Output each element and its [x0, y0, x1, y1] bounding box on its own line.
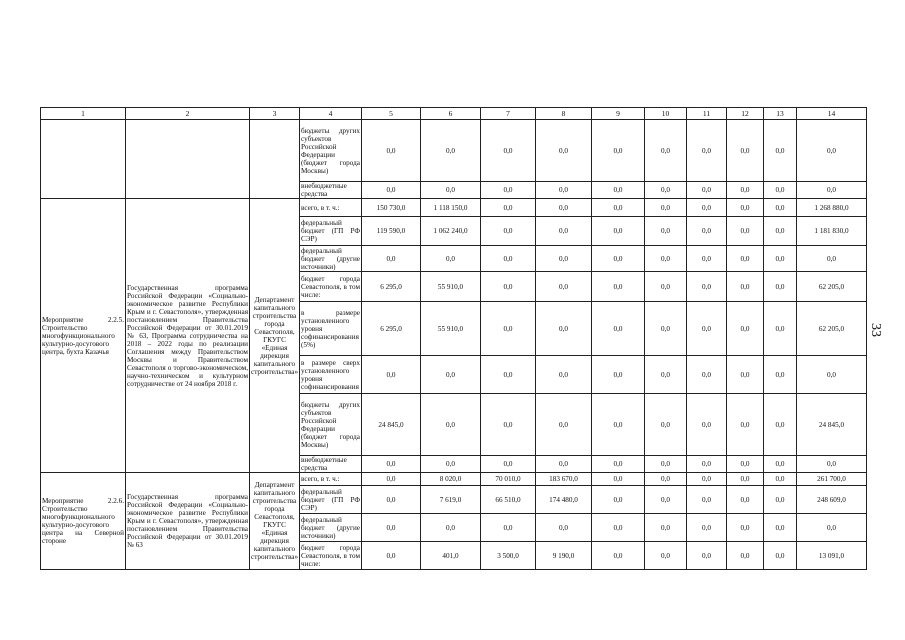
amount-cell: 0,0 [727, 394, 764, 456]
amount-cell: 0,0 [687, 473, 727, 486]
amount-cell: 0,0 [481, 217, 536, 246]
column-header-9: 9 [592, 108, 645, 120]
amount-cell: 0,0 [764, 246, 797, 272]
amount-cell: 0,0 [421, 514, 481, 542]
amount-cell: 55 910,0 [421, 272, 481, 302]
amount-cell: 0,0 [536, 394, 592, 456]
amount-cell: 0,0 [727, 473, 764, 486]
empty-cell [41, 120, 126, 199]
amount-cell: 1 062 240,0 [421, 217, 481, 246]
amount-cell: 0,0 [764, 217, 797, 246]
amount-cell: 401,0 [421, 542, 481, 570]
amount-cell: 0,0 [687, 217, 727, 246]
column-header-14: 14 [797, 108, 867, 120]
amount-cell: 0,0 [592, 182, 645, 199]
amount-cell: 0,0 [362, 456, 421, 473]
amount-cell: 13 091,0 [797, 542, 867, 570]
column-header-6: 6 [421, 108, 481, 120]
amount-cell: 0,0 [362, 486, 421, 514]
amount-cell: 1 181 830,0 [797, 217, 867, 246]
amount-cell: 8 020,0 [421, 473, 481, 486]
table-row [41, 120, 867, 182]
amount-cell: 0,0 [764, 182, 797, 199]
amount-cell: 0,0 [645, 246, 687, 272]
amount-cell: 0,0 [362, 542, 421, 570]
amount-cell: 0,0 [536, 217, 592, 246]
amount-cell: 0,0 [645, 514, 687, 542]
amount-cell: 0,0 [727, 120, 764, 182]
amount-cell: 0,0 [764, 486, 797, 514]
amount-cell: 0,0 [481, 456, 536, 473]
amount-cell: 0,0 [645, 182, 687, 199]
amount-cell: 0,0 [687, 272, 727, 302]
amount-cell: 0,0 [536, 356, 592, 394]
column-header-10: 10 [645, 108, 687, 120]
amount-cell: 0,0 [727, 356, 764, 394]
amount-cell: 0,0 [764, 272, 797, 302]
column-header-12: 12 [727, 108, 764, 120]
amount-cell: 6 295,0 [362, 272, 421, 302]
amount-cell: 0,0 [727, 199, 764, 217]
amount-cell: 0,0 [727, 182, 764, 199]
amount-cell: 0,0 [687, 120, 727, 182]
amount-cell: 0,0 [536, 120, 592, 182]
amount-cell: 0,0 [362, 246, 421, 272]
amount-cell: 1 118 150,0 [421, 199, 481, 217]
amount-cell: 0,0 [481, 394, 536, 456]
amount-cell: 0,0 [797, 456, 867, 473]
amount-cell: 0,0 [592, 246, 645, 272]
amount-cell: 183 670,0 [536, 473, 592, 486]
amount-cell: 0,0 [421, 456, 481, 473]
amount-cell: 0,0 [362, 356, 421, 394]
amount-cell: 0,0 [362, 120, 421, 182]
amount-cell: 119 590,0 [362, 217, 421, 246]
amount-cell: 0,0 [687, 542, 727, 570]
column-header-8: 8 [536, 108, 592, 120]
amount-cell: 7 619,0 [421, 486, 481, 514]
column-header-7: 7 [481, 108, 536, 120]
amount-cell: 66 510,0 [481, 486, 536, 514]
amount-cell: 0,0 [687, 246, 727, 272]
amount-cell: 0,0 [592, 456, 645, 473]
funding-source-label: бюджеты других субъектов Российской Федерации (бюджет города Москвы) [300, 394, 362, 456]
funding-source-label: всего, в т. ч.: [300, 199, 362, 217]
funding-source-label: федеральный бюджет (другие источники) [301, 246, 360, 271]
amount-cell: 0,0 [727, 217, 764, 246]
amount-cell: 0,0 [687, 514, 727, 542]
legal-basis: Государственная программа Российской Федерации «Социально-экономическое развитие Республики Крым и г. Севастополя», утвержденная постановлением Правительства Российской Федерации от 30.01.2019 № 63 [126, 473, 250, 570]
funding-source-label: внебюджетные средства [300, 456, 362, 473]
amount-cell: 0,0 [592, 272, 645, 302]
amount-cell: 0,0 [764, 394, 797, 456]
amount-cell: 0,0 [645, 217, 687, 246]
amount-cell: 62 205,0 [797, 302, 867, 356]
amount-cell: 0,0 [592, 473, 645, 486]
amount-cell: 0,0 [536, 302, 592, 356]
amount-cell: 55 910,0 [421, 302, 481, 356]
amount-cell: 0,0 [592, 120, 645, 182]
column-header-1: 1 [41, 108, 126, 120]
amount-cell: 0,0 [687, 356, 727, 394]
amount-cell: 0,0 [727, 246, 764, 272]
amount-cell: 0,0 [481, 182, 536, 199]
executor: Департамент капитального строительства города Севастополя, ГКУГС «Единая дирекция капитального строительства» [250, 473, 300, 570]
amount-cell: 0,0 [727, 514, 764, 542]
amount-cell: 0,0 [592, 542, 645, 570]
amount-cell: 0,0 [592, 199, 645, 217]
amount-cell: 0,0 [592, 486, 645, 514]
funding-source-label: внебюджетные средства [300, 182, 362, 199]
amount-cell: 248 609,0 [797, 486, 867, 514]
funding-source-label: бюджет города Севастополя, в том числе: [300, 272, 362, 302]
amount-cell: 0,0 [687, 302, 727, 356]
amount-cell: 0,0 [481, 356, 536, 394]
amount-cell: 0,0 [536, 514, 592, 542]
amount-cell: 0,0 [592, 514, 645, 542]
amount-cell: 9 190,0 [536, 542, 592, 570]
amount-cell: 0,0 [764, 199, 797, 217]
funding-source-label: бюджет города Севастополя, в том числе: [301, 543, 360, 568]
measure-name: Мероприятие 2.2.5. Строительство многофункционального культурно-досугового центра, бухта Казачья [41, 199, 126, 473]
amount-cell: 0,0 [797, 246, 867, 272]
amount-cell: 0,0 [687, 394, 727, 456]
table-body [41, 120, 867, 570]
column-header-3: 3 [250, 108, 300, 120]
header-row [41, 108, 867, 120]
amount-cell: 0,0 [421, 246, 481, 272]
amount-cell: 0,0 [645, 542, 687, 570]
amount-cell: 0,0 [797, 514, 867, 542]
page-number: 33 [868, 323, 883, 337]
funding-source-label: бюджеты других субъектов Российской Федерации (бюджет города Москвы) [300, 120, 362, 182]
amount-cell: 0,0 [536, 456, 592, 473]
amount-cell: 0,0 [764, 473, 797, 486]
amount-cell: 174 480,0 [536, 486, 592, 514]
amount-cell: 0,0 [592, 394, 645, 456]
amount-cell: 0,0 [727, 302, 764, 356]
empty-cell [250, 120, 300, 199]
amount-cell: 6 295,0 [362, 302, 421, 356]
amount-cell: 0,0 [645, 473, 687, 486]
amount-cell: 0,0 [645, 456, 687, 473]
funding-source-label: в размере сверх установленного уровня софинансирования [300, 356, 362, 394]
column-header-5: 5 [362, 108, 421, 120]
amount-cell: 0,0 [592, 302, 645, 356]
amount-cell: 0,0 [687, 456, 727, 473]
amount-cell: 0,0 [687, 486, 727, 514]
table-row [41, 473, 867, 486]
amount-cell: 150 730,0 [362, 199, 421, 217]
amount-cell: 0,0 [362, 514, 421, 542]
amount-cell: 0,0 [797, 120, 867, 182]
amount-cell: 0,0 [727, 542, 764, 570]
amount-cell: 0,0 [536, 246, 592, 272]
amount-cell: 62 205,0 [797, 272, 867, 302]
amount-cell: 0,0 [645, 356, 687, 394]
amount-cell: 0,0 [727, 486, 764, 514]
amount-cell: 0,0 [764, 456, 797, 473]
amount-cell: 0,0 [645, 199, 687, 217]
amount-cell: 0,0 [362, 473, 421, 486]
funding-source-label: федеральный бюджет (ГП РФ СЭР) [300, 217, 362, 246]
amount-cell: 0,0 [727, 456, 764, 473]
amount-cell: 0,0 [764, 356, 797, 394]
amount-cell: 0,0 [536, 182, 592, 199]
amount-cell: 0,0 [421, 182, 481, 199]
column-header-13: 13 [764, 108, 797, 120]
amount-cell: 0,0 [645, 394, 687, 456]
funding-source-label: федеральный бюджет (ГП РФ СЭР) [301, 487, 360, 512]
amount-cell: 0,0 [645, 486, 687, 514]
amount-cell: 0,0 [764, 302, 797, 356]
amount-cell: 0,0 [645, 120, 687, 182]
column-header-4: 4 [300, 108, 362, 120]
amount-cell: 0,0 [481, 246, 536, 272]
funding-source-label: федеральный бюджет (другие источники) [301, 515, 360, 540]
amount-cell: 0,0 [481, 272, 536, 302]
amount-cell: 0,0 [764, 514, 797, 542]
amount-cell: 0,0 [592, 217, 645, 246]
amount-cell: 0,0 [362, 182, 421, 199]
funding-source-label: в размере установленного уровня софинансирования (5%) [300, 302, 362, 356]
amount-cell: 0,0 [592, 356, 645, 394]
amount-cell: 0,0 [481, 302, 536, 356]
table-row [41, 199, 867, 217]
amount-cell: 261 700,0 [797, 473, 867, 486]
amount-cell: 3 500,0 [481, 542, 536, 570]
empty-cell [126, 120, 250, 199]
amount-cell: 0,0 [645, 302, 687, 356]
amount-cell: 0,0 [764, 120, 797, 182]
amount-cell: 0,0 [764, 542, 797, 570]
amount-cell: 0,0 [481, 199, 536, 217]
budget-table [40, 107, 867, 570]
amount-cell: 70 010,0 [481, 473, 536, 486]
amount-cell: 0,0 [481, 514, 536, 542]
amount-cell: 0,0 [481, 120, 536, 182]
column-header-11: 11 [687, 108, 727, 120]
column-header-2: 2 [126, 108, 250, 120]
amount-cell: 0,0 [645, 272, 687, 302]
amount-cell: 0,0 [536, 199, 592, 217]
amount-cell: 0,0 [687, 199, 727, 217]
funding-source-label: всего, в т. ч.: [300, 473, 362, 486]
amount-cell: 1 268 880,0 [797, 199, 867, 217]
amount-cell: 24 845,0 [362, 394, 421, 456]
amount-cell: 0,0 [421, 120, 481, 182]
amount-cell: 0,0 [797, 356, 867, 394]
executor: Департамент капитального строительства города Севастополя, ГКУГС «Единая дирекция капитального строительства» [250, 199, 300, 473]
amount-cell: 24 845,0 [797, 394, 867, 456]
amount-cell: 0,0 [421, 394, 481, 456]
legal-basis: Государственная программа Российской Федерации «Социально-экономическое развитие Республики Крым и г. Севастополя», утвержденная постановлением Правительства Российской Федерации от 30.01.2019 № 63, Программа сотрудничества на 2018 – 2022 годы по реализации Соглашения между Правительством Москвы и Правительством Севастополя о торгово-экономическом, научно-техническом и культурном сотрудничестве от 24 ноября 2018 г. [126, 199, 250, 473]
amount-cell: 0,0 [421, 356, 481, 394]
measure-name: Мероприятие 2.2.6. Строительство многофункционального культурно-досугового центра на Северной стороне [41, 473, 126, 570]
amount-cell: 0,0 [727, 272, 764, 302]
amount-cell: 0,0 [797, 182, 867, 199]
amount-cell: 0,0 [536, 272, 592, 302]
amount-cell: 0,0 [687, 182, 727, 199]
